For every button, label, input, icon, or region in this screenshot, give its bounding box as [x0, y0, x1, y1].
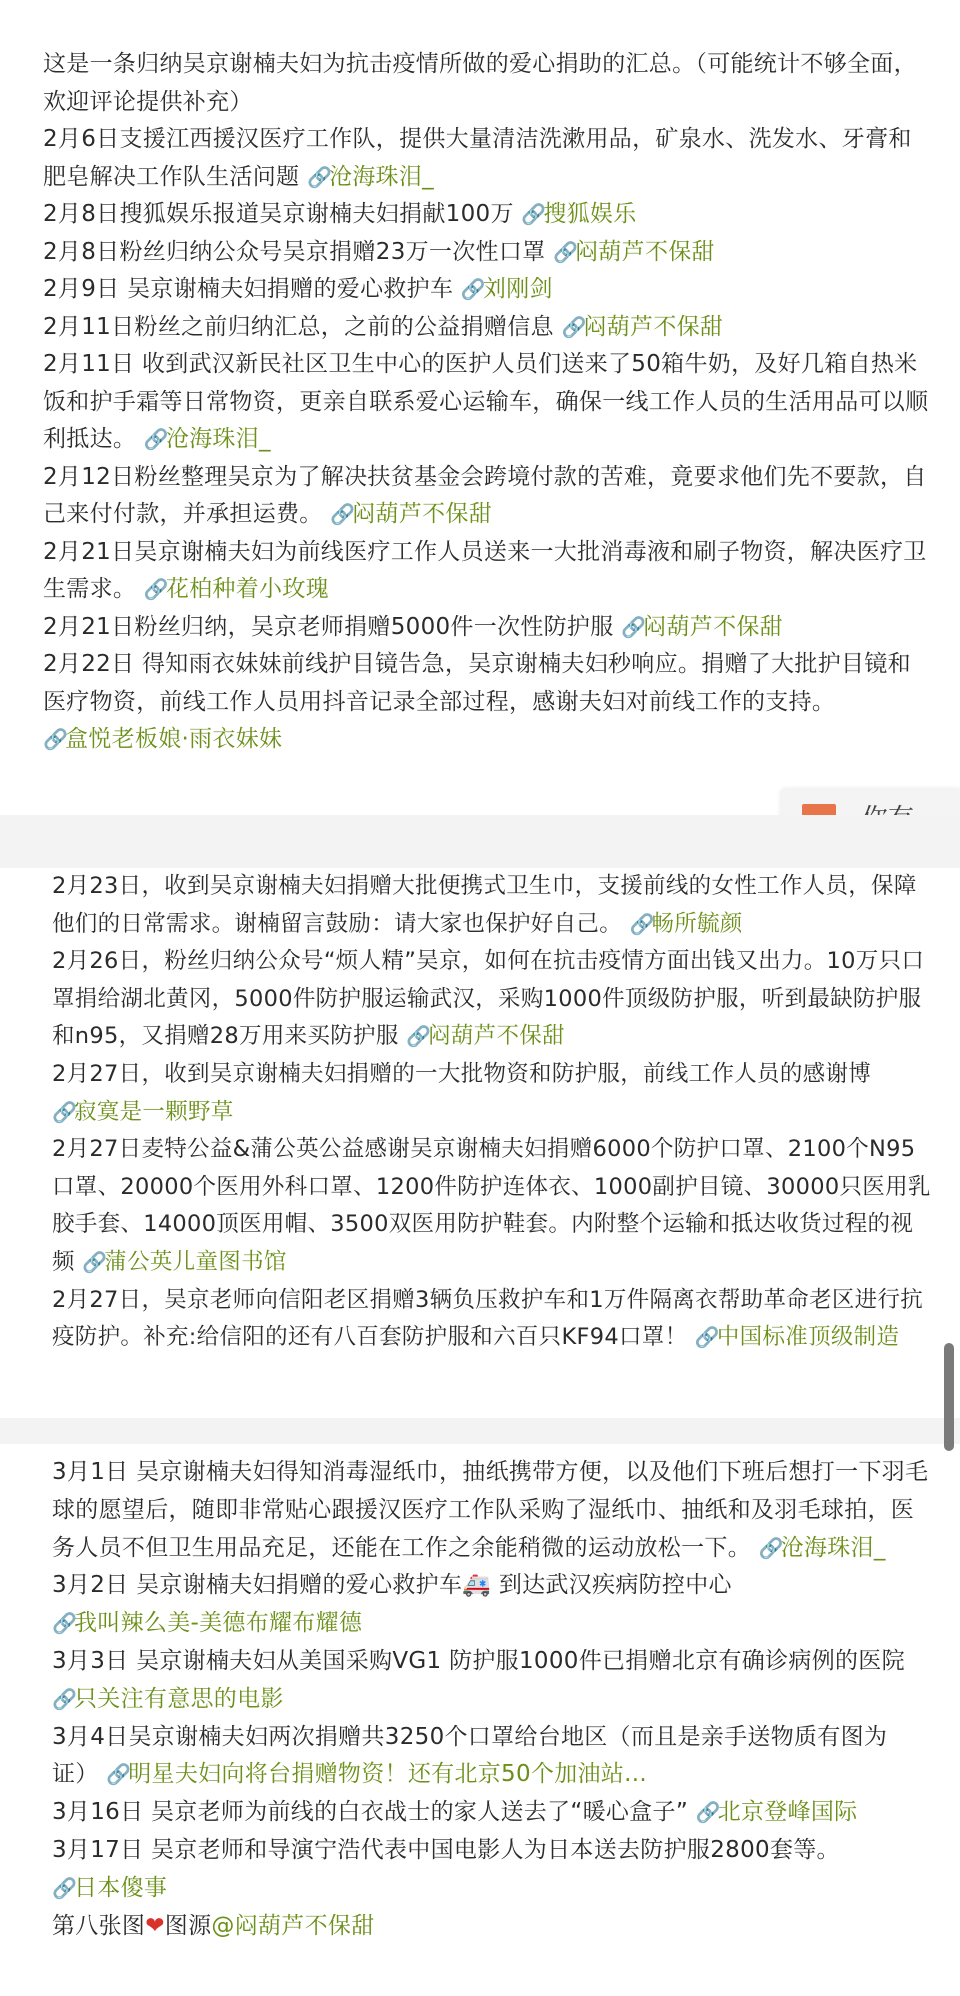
link-icon: 🔗	[629, 911, 655, 936]
heart-icon: ❤	[145, 1912, 165, 1939]
source-link[interactable]	[521, 201, 636, 227]
link-icon: 🔗	[695, 1800, 721, 1825]
source-link[interactable]	[144, 576, 329, 602]
entry-text: 3月4日吴京谢楠夫妇两次捐赠共3250个口罩给台地区（而且是亲手送物质有图为证）	[52, 1723, 888, 1788]
source-link-label: 明星夫妇向将台捐赠物资！还有北京50个加油站...	[128, 1761, 647, 1788]
post-body-3	[52, 1454, 932, 1945]
source-link[interactable]	[144, 426, 271, 452]
donation-entry	[52, 1719, 932, 1795]
source-link-label: 闷葫芦不保甜	[643, 613, 783, 640]
source-link-label: 沧海珠泪_	[328, 163, 434, 190]
source-link[interactable]	[52, 1686, 284, 1712]
entry-text: 2月27日，吴京老师向信阳老区捐赠3辆负压救护车和1万件隔离衣帮助革命老区进行抗疫防护。补充:给信阳的还有八百套防护服和六百只KF94口罩！	[52, 1286, 924, 1351]
footer-prefix: 第八张图	[52, 1912, 146, 1939]
source-link[interactable]	[82, 1249, 286, 1275]
link-icon: 🔗	[553, 239, 579, 264]
panel-divider	[0, 1418, 960, 1444]
donation-entry	[52, 1643, 932, 1719]
source-link-label: 中国标准顶级制造	[716, 1324, 900, 1351]
source-link[interactable]	[695, 1324, 899, 1350]
link-icon: 🔗	[52, 1686, 78, 1711]
entry-text: 2月12日粉丝整理吴京为了解决扶贫基金会跨境付款的苦难，竟要求他们先不要款，自己来付付款，并承担运费。	[43, 463, 927, 527]
source-link-label: 北京登峰国际	[717, 1799, 858, 1826]
link-icon: 🔗	[143, 577, 170, 601]
entry-text: 2月27日麦特公益&蒲公英公益感谢吴京谢楠夫妇捐赠6000个防护口罩、2100个N95口罩、20000个医用外科口罩、1200件防护连体衣、1000副护目镜、30000只医用乳胶手套、14000顶医用帽、3500双医用防护鞋套。内附整个运输和抵达收货过程的视频	[52, 1136, 931, 1275]
screenshot-panel-3	[0, 1444, 960, 1996]
entry-text: 3月17日 吴京老师和导演宁浩代表中国电影人为日本送去防护服2800套等。	[52, 1836, 840, 1863]
screenshot-panel-1	[0, 0, 960, 815]
entry-text: 2月6日支援江西援汉医疗工作队，提供大量清洁洗漱用品，矿泉水、洗发水、牙膏和肥皂解决工作队生活问题	[43, 126, 912, 190]
footer-mid: 图源	[164, 1912, 212, 1939]
source-link[interactable]	[461, 276, 553, 302]
panel-divider	[0, 815, 960, 868]
scrollbar-thumb[interactable]	[944, 1343, 954, 1451]
source-link[interactable]	[307, 164, 434, 190]
donation-entry	[43, 271, 933, 309]
source-link[interactable]	[43, 726, 282, 752]
entry-text: 2月21日吴京谢楠夫妇为前线医疗工作人员送来一大批消毒液和刷子物资，解决医疗卫生需求。	[43, 538, 927, 602]
entry-text: 2月23日，收到吴京谢楠夫妇捐赠大批便携式卫生巾，支援前线的女性工作人员，保障他们的日常需求。谢楠留言鼓励：请大家也保护好自己。	[52, 873, 917, 937]
source-link-label: 寂寞是一颗野草	[74, 1098, 234, 1125]
donation-entry	[43, 196, 933, 234]
source-link-label: 闷葫芦不保甜	[575, 238, 715, 265]
source-link[interactable]	[330, 501, 492, 527]
link-icon: 🔗	[406, 1024, 432, 1049]
source-link[interactable]	[696, 1799, 858, 1825]
source-link-label: 沧海珠泪_	[780, 1534, 886, 1561]
source-link[interactable]	[106, 1761, 647, 1787]
entry-text: 3月16日 吴京老师为前线的白衣战士的家人送去了“暖心盒子”	[52, 1799, 689, 1826]
source-link-label: 盒悦老板娘·雨衣妹妹	[65, 726, 283, 752]
source-link-label: 只关注有意思的电影	[74, 1685, 284, 1712]
link-icon: 🔗	[52, 1875, 78, 1900]
source-link-label: 花柏种着小玫瑰	[165, 576, 329, 602]
source-link[interactable]	[52, 1610, 362, 1636]
source-link[interactable]	[629, 911, 742, 937]
link-icon: 🔗	[694, 1325, 721, 1350]
donation-entry	[52, 1567, 932, 1643]
link-icon: 🔗	[106, 1762, 132, 1787]
source-link[interactable]	[52, 1099, 234, 1125]
donation-entry	[52, 943, 934, 1056]
donation-entry	[43, 459, 933, 534]
source-link-label: 刘刚剑	[482, 276, 553, 302]
source-link-label: 畅所毓颜	[651, 910, 743, 937]
entry-text: 2月8日搜狐娱乐报道吴京谢楠夫妇捐献100万	[43, 201, 514, 227]
source-link[interactable]	[561, 314, 723, 340]
link-icon: 🔗	[52, 1611, 78, 1636]
screenshot-panel-2	[0, 868, 960, 1418]
post-body-2	[52, 868, 934, 1357]
source-link-label: 闷葫芦不保甜	[352, 501, 493, 527]
donation-entry	[43, 609, 933, 647]
entry-text: 2月26日，粉丝归纳公众号“烦人精”吴京，如何在抗击疫情方面出钱又出力。10万只口罩捐给湖北黄冈，5000件防护服运输武汉，采购1000件顶级防护服，听到最缺防护服和n95，又捐赠28万用来买防护服	[52, 948, 925, 1050]
source-link-label: 我叫辣么美-美德布耀布耀德	[74, 1610, 363, 1637]
entry-text: 2月27日，收到吴京谢楠夫妇捐赠的一大批物资和防护服，前线工作人员的感谢博	[52, 1060, 872, 1087]
footer-line	[52, 1908, 932, 1946]
entry-text: 3月1日 吴京谢楠夫妇得知消毒湿纸巾，抽纸携带方便，以及他们下班后想打一下羽毛球的愿望后，随即非常贴心跟援汉医疗工作队采购了湿纸巾、抽纸和及羽毛球拍，医务人员不但卫生用品充足，还能在工作之余能稍微的运动放松一下。	[52, 1459, 929, 1561]
link-icon: 🔗	[621, 614, 647, 639]
link-icon: 🔗	[306, 164, 333, 189]
link-icon: 🔗	[460, 277, 487, 301]
link-icon: 🔗	[758, 1535, 784, 1560]
donation-entry	[43, 121, 933, 196]
donation-entry	[43, 309, 933, 347]
donation-entry	[52, 1056, 934, 1131]
footer-handle-link[interactable]: @闷葫芦不保甜	[211, 1912, 375, 1939]
source-link-label: 搜狐娱乐	[543, 201, 637, 227]
entry-text: 2月11日 收到武汉新民社区卫生中心的医护人员们送来了50箱牛奶，及好几箱自热米饭和护手霜等日常物资，更亲自联系爱心运输车，确保一线工作人员的生活用品可以顺利抵达。	[43, 351, 929, 452]
entry-text: 2月9日 吴京谢楠夫妇捐赠的爱心救护车	[43, 276, 454, 302]
source-link[interactable]	[406, 1023, 565, 1049]
donation-entry	[43, 346, 933, 459]
link-icon: 🔗	[43, 727, 69, 751]
post-body-1	[43, 46, 933, 759]
link-icon: 🔗	[82, 1249, 108, 1274]
donation-entry	[43, 534, 933, 609]
source-link-label: 日本傻事	[74, 1874, 168, 1901]
donation-entry	[52, 1832, 932, 1908]
source-link-label: 沧海珠泪_	[165, 426, 271, 452]
link-icon: 🔗	[52, 1099, 78, 1124]
source-link[interactable]	[621, 614, 783, 640]
link-icon: 🔗	[143, 427, 170, 451]
entry-text: 2月21日粉丝归纳，吴京老师捐赠5000件一次性防护服	[43, 613, 614, 640]
source-link-label: 蒲公英儿童图书馆	[104, 1248, 287, 1275]
link-icon: 🔗	[330, 502, 356, 526]
source-link[interactable]	[52, 1875, 167, 1901]
source-link[interactable]	[553, 239, 715, 265]
link-icon: 🔗	[521, 202, 547, 226]
entry-text: 3月2日 吴京谢楠夫妇捐赠的爱心救护车🚑 到达武汉疾病防控中心	[52, 1572, 732, 1599]
source-link-label: 闷葫芦不保甜	[428, 1023, 565, 1050]
donation-entry	[52, 1282, 934, 1357]
donation-entry	[43, 234, 933, 272]
source-link-label: 闷葫芦不保甜	[583, 313, 724, 340]
donation-entry	[52, 1131, 934, 1281]
donation-entry	[43, 646, 933, 759]
donation-entry	[52, 1794, 932, 1832]
entry-text: 2月22日 得知雨衣妹妹前线护目镜告急，吴京谢楠夫妇秒响应。捐赠了大批护目镜和医疗物资，前线工作人员用抖音记录全部过程，感谢夫妇对前线工作的支持。	[43, 651, 911, 715]
link-icon: 🔗	[561, 314, 587, 339]
source-link[interactable]	[759, 1535, 886, 1561]
intro-text: 这是一条归纳吴京谢楠夫妇为抗击疫情所做的爱心捐助的汇总。（可能统计不够全面，欢迎评论提供补充）	[43, 51, 917, 115]
donation-entry	[52, 868, 934, 943]
entry-text: 3月3日 吴京谢楠夫妇从美国采购VG1 防护服1000件已捐赠北京有确诊病例的医院	[52, 1647, 905, 1674]
entry-text: 2月8日粉丝归纳公众号吴京捐赠23万一次性口罩	[43, 238, 546, 265]
entry-text: 2月11日粉丝之前归纳汇总，之前的公益捐赠信息	[43, 313, 554, 340]
donation-entry	[52, 1454, 932, 1567]
